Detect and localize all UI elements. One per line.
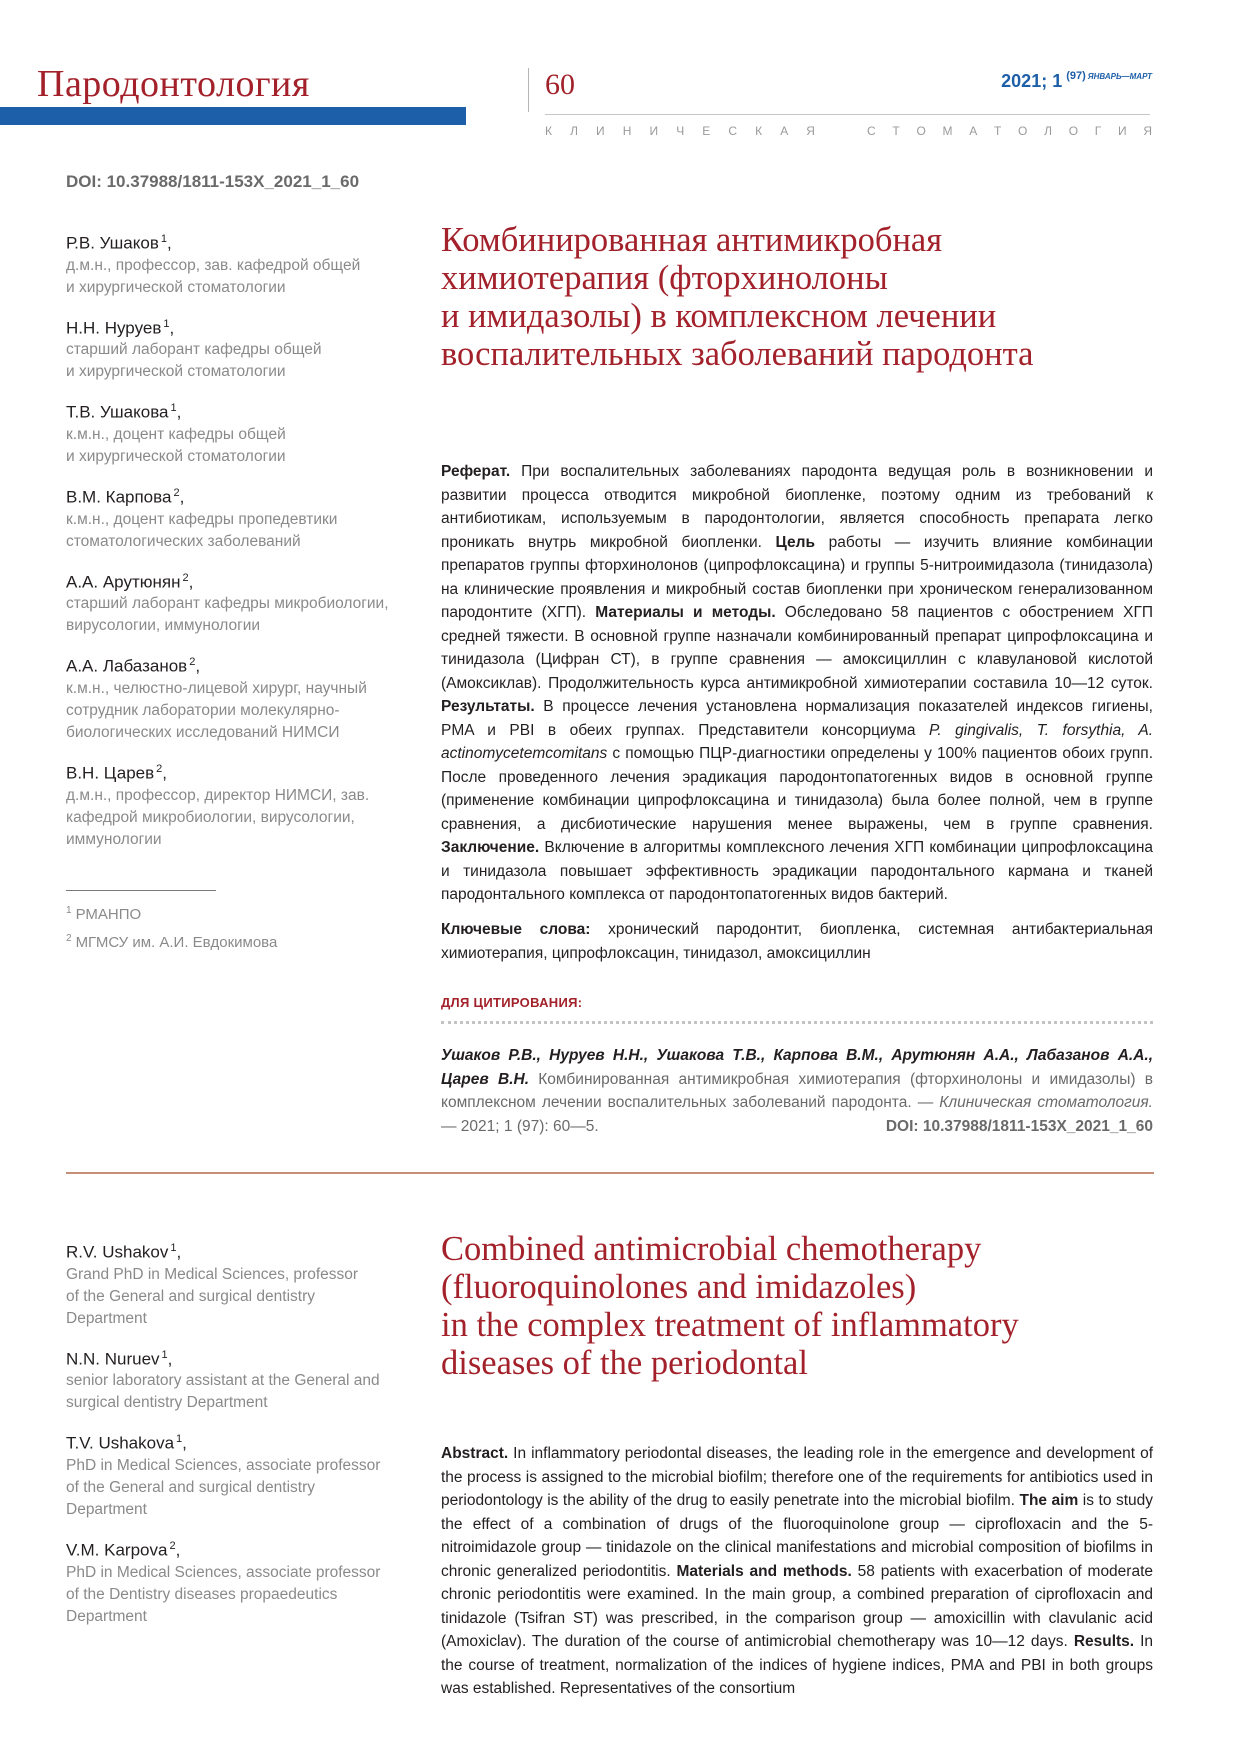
- citation-title: Комбинированная антимикробная химиотерапия (фторхинолоны и имидазолы) в комплексном лечении воспалительных заболеваний пародонта. —: [441, 1070, 1153, 1111]
- keywords-label: Ключевые слова:: [441, 921, 591, 938]
- citation-text: [441, 1044, 1153, 1138]
- journal-letter: Т: [993, 124, 1002, 138]
- journal-letter: Я: [1143, 124, 1152, 138]
- author-affiliation-mark: 2: [156, 762, 163, 775]
- author-affiliation-line: старший лаборант кафедры микробиологии,: [66, 595, 389, 613]
- affiliation-1: $^1$ РМАНПО: [66, 905, 142, 923]
- author-affiliation-line: surgical dentistry Department: [66, 1394, 268, 1412]
- author-affiliation-line: Grand PhD in Medical Sciences, professor: [66, 1265, 359, 1283]
- author-affiliation-line: и хирургической стоматологии: [66, 278, 286, 296]
- author-affiliation-line: стоматологических заболеваний: [66, 532, 301, 550]
- author-affiliation-line: Department: [66, 1309, 147, 1327]
- author-entry: [66, 397, 396, 468]
- journal-letter: К: [545, 124, 552, 138]
- author-affiliation-mark: 2: [169, 1539, 176, 1552]
- journal-letter: И: [1117, 124, 1127, 138]
- section-title: Пародонтология: [37, 63, 310, 105]
- issue-total-number: (97): [1066, 70, 1086, 82]
- journal-letter: Т: [892, 124, 900, 138]
- author-name: Т.В. Ушакова $^1$,: [66, 402, 182, 422]
- author-affiliation-line: senior laboratory assistant at the General and: [66, 1372, 380, 1390]
- issue-info: [1001, 70, 1152, 92]
- issue-year-number: 2021; 1: [1001, 71, 1063, 91]
- citation-doi: DOI: 10.37988/1811-153X_2021_1_60: [885, 1117, 1153, 1135]
- author-affiliation-line: of the General and surgical dentistry: [66, 1478, 315, 1496]
- author-entry: [66, 1237, 396, 1330]
- author-affiliation-mark: 1: [176, 1433, 183, 1446]
- author-affiliation-mark: 2: [182, 571, 189, 584]
- journal-letter: С: [867, 124, 876, 138]
- citation-heading: ДЛЯ ЦИТИРОВАНИЯ:: [441, 995, 583, 1010]
- author-entry: [66, 651, 396, 744]
- journal-letter: О: [1018, 124, 1028, 138]
- section-divider: [66, 1172, 1154, 1174]
- header-rule: [545, 114, 1150, 115]
- journal-letter: С: [728, 124, 738, 138]
- author-affiliation-mark: 1: [170, 402, 177, 415]
- author-affiliation-mark: 1: [160, 233, 168, 245]
- title-line: in the complex treatment of inflammatory: [441, 1306, 1019, 1344]
- author-affiliation-mark: 1: [161, 1348, 168, 1361]
- journal-letter: О: [916, 124, 926, 138]
- title-line: diseases of the periodontal: [441, 1344, 808, 1382]
- author-affiliation-line: к.м.н., челюстно-лицевой хирург, научный: [66, 679, 367, 697]
- title-line: (fluoroquinolones and imidazoles): [441, 1268, 917, 1306]
- author-name: Н.Н. Нуруев $^1$,: [66, 317, 175, 338]
- author-affiliation-line: биологических исследований НИМСИ: [66, 723, 340, 741]
- journal-name: [545, 124, 1152, 138]
- journal-letter: А: [969, 124, 978, 138]
- author-entry: [66, 1535, 396, 1628]
- header-vertical-rule: [528, 68, 529, 112]
- article-title-en: [441, 1230, 1161, 1382]
- journal-letter: Н: [622, 124, 632, 138]
- author-affiliation-line: к.м.н., доцент кафедры общей: [66, 425, 286, 443]
- author-name: R.V. Ushakov $^1$,: [66, 1242, 182, 1262]
- author-affiliation-line: сотрудник лаборатории молекулярно-: [66, 701, 340, 719]
- journal-letter: И: [596, 124, 605, 138]
- section-color-bar: [0, 107, 466, 125]
- affiliations-block: [66, 876, 396, 955]
- author-entry: [66, 1428, 396, 1521]
- title-line: химиотерапия (фторхинолоны: [441, 259, 888, 297]
- citation-rest: — 2021; 1 (97): 60—5.: [441, 1117, 599, 1135]
- author-affiliation-line: PhD in Medical Sciences, associate professor: [66, 1563, 381, 1581]
- author-name: T.V. Ushakova $^1$,: [66, 1433, 187, 1453]
- journal-letter: А: [780, 124, 789, 138]
- authors-ru: [66, 228, 396, 865]
- journal-letter: Г: [1094, 124, 1102, 138]
- journal-letter: О: [1068, 124, 1079, 138]
- author-entry: [66, 482, 396, 553]
- author-affiliation-line: и хирургической стоматологии: [66, 363, 286, 381]
- journal-letter: М: [942, 124, 953, 138]
- author-affiliation-line: Department: [66, 1607, 147, 1625]
- author-affiliation-line: of the General and surgical dentistry: [66, 1287, 315, 1305]
- author-name: Р.В. Ушаков $^1$,: [66, 233, 172, 253]
- title-line: Combined antimicrobial chemotherapy: [441, 1230, 982, 1268]
- authors-en: [66, 1237, 396, 1642]
- page-number: 60: [545, 68, 575, 101]
- author-affiliation-line: старший лаборант кафедры общей: [66, 341, 322, 359]
- author-affiliation-mark: 1: [170, 1242, 177, 1254]
- journal-letter: И: [649, 124, 659, 138]
- issue-months: ЯНВАРЬ—МАРТ: [1087, 72, 1152, 81]
- title-line: и имидазолы) в комплексном лечении: [441, 297, 997, 335]
- citation-dotted-rule: [441, 1021, 1153, 1024]
- author-entry: [66, 1344, 396, 1415]
- author-name: В.М. Карпова $^2$,: [66, 486, 185, 507]
- doi-top: DOI: 10.37988/1811-153X_2021_1_60: [66, 172, 360, 191]
- journal-letter: К: [755, 124, 763, 138]
- author-entry: [66, 313, 396, 384]
- affiliation-2: $^2$ МГМСУ им. А.И. Евдокимова: [66, 933, 278, 951]
- keywords: [441, 918, 1153, 965]
- abstract-ru: Реферат. При воспалительных заболеваниях пародонта ведущая роль в возникновении и развитии процесса отводится микробной биопленке, поэтому одним из требований к антибиотикам, используемым в пародонтологии, является способность препарата легко проникать внутрь микробной биопленки. Цель работы — изучить влияние комбинации препаратов группы фторхинолонов (ципрофлоксацина) и группы 5-нитроимидазола (тинидазола) на клинические проявления и микробный состав биопленки при хроническом генерализованном пародонтите (ХГП). Материалы и методы. Обследовано 58 пациентов с обострением ХГП средней тяжести. В основной группе назначали комбинированный препарат ципрофлоксацина и тинидазола (Цифран СТ), в группе сравнения — амоксициллин с клавулановой кислотой (Амоксиклав). Продолжительность курса антимикробной химиотерапии составила 10—12 суток. Результаты. В процессе лечения установлена нормализация показателей индексов гигиены, PMA и PBI в обеих группах. Представители консорциума P. gingivalis, T. forsythia, A. actinomycetemcomitans с помощью ПЦР-диагностики определены у 100% пациентов обоих групп. После проведенного лечения эрадикация пародонтопатогенных видов в основной группе (применение комбинации ципрофлоксацина и тинидазола) была более полной, чем в группе сравнения, а дисбиотические нарушения менее выражены, чем в группе сравнения. Заключение. Включение в алгоритмы комплексного лечения ХГП комбинации ципрофлоксацина и тинидазола повышает эффективность эрадикации пародонтального кармана и тканей пародонтального комплекса от пародонтопатогенных видов бактерий.: [441, 463, 1154, 903]
- journal-letter: Е: [702, 124, 711, 138]
- author-entry: [66, 228, 396, 299]
- title-line: Комбинированная антимикробная: [441, 221, 943, 259]
- author-name: А.А. Арутюнян $^2$,: [66, 571, 194, 592]
- author-affiliation-line: к.м.н., доцент кафедры пропедевтики: [66, 510, 338, 528]
- citation-authors: Ушаков Р.В., Нуруев Н.Н., Ушакова Т.В., Карпова В.М., Арутюнян А.А., Лабазанов А.А., Царев В.Н.: [441, 1047, 1153, 1088]
- author-affiliation-mark: 2: [189, 656, 196, 669]
- author-affiliation-line: и хирургической стоматологии: [66, 447, 286, 465]
- author-entry: [66, 567, 396, 638]
- author-name: А.А. Лабазанов $^2$,: [66, 656, 201, 676]
- author-affiliation-line: иммунологии: [66, 830, 162, 848]
- author-name: V.M. Karpova $^2$,: [66, 1539, 181, 1560]
- author-affiliation-line: кафедрой микробиологии, вирусологии,: [66, 808, 355, 826]
- author-affiliation-line: д.м.н., профессор, директор НИМСИ, зав.: [66, 786, 370, 804]
- journal-word-2: [867, 124, 1152, 138]
- journal-letter: Я: [806, 124, 815, 138]
- citation-journal: Клиническая стоматология.: [939, 1094, 1153, 1111]
- journal-letter: Ч: [676, 124, 685, 138]
- author-affiliation-line: PhD in Medical Sciences, associate professor: [66, 1456, 381, 1474]
- author-affiliation-line: Department: [66, 1500, 147, 1518]
- journal-letter: Л: [570, 124, 578, 138]
- author-affiliation-line: of the Dentistry diseases propaedeutics: [66, 1585, 338, 1603]
- author-affiliation-line: вирусологии, иммунологии: [66, 617, 261, 635]
- author-name: N.N. Nuruev $^1$,: [66, 1348, 173, 1369]
- journal-word-1: [545, 124, 815, 138]
- author-entry: [66, 758, 396, 851]
- author-affiliation-mark: 1: [163, 317, 170, 330]
- article-title-ru: [441, 221, 1161, 373]
- abstract-en: Abstract. In inflammatory periodontal diseases, the leading role in the emergence and development of the process is assigned to the microbial biofilm; therefore one of the requirements for antibiotics used in periodontology is the ability of the drug to easily penetrate into the microbial biofilm. The aim is to study the effect of a combination of drugs of the fluoroquinolone group — ciprofloxacin and the 5-nitroimidazole group — tinidazole on the clinical manifestations and microbial composition of biofilms in chronic generalized periodontitis. Materials and methods. 58 patients with exacerbation of moderate chronic periodontitis were examined. In the main group, a combined preparation of ciprofloxacin and tinidazole (Tsifran ST) was prescribed, in the comparison group — amoxicillin with clavulanic acid (Amoxiclav). The duration of the course of antimicrobial chemotherapy was 10—12 days. Results. In the course of treatment, normalization of the indices of hygiene indices, PMA and PBI in both groups was established. Representatives of the consortium: [441, 1445, 1154, 1697]
- author-affiliation-line: д.м.н., профессор, зав. кафедрой общей: [66, 256, 361, 274]
- author-affiliation-mark: 2: [173, 486, 180, 499]
- title-line: воспалительных заболеваний пародонта: [441, 335, 1034, 373]
- journal-letter: Л: [1044, 124, 1052, 138]
- keywords-text: хронический пародонтит, биопленка, системная антибактериальная химиотерапия, ципрофлоксацин, тинидазол, амоксициллин: [441, 921, 1153, 962]
- affiliations-rule: [66, 890, 216, 891]
- author-name: В.Н. Царев $^2$,: [66, 762, 167, 783]
